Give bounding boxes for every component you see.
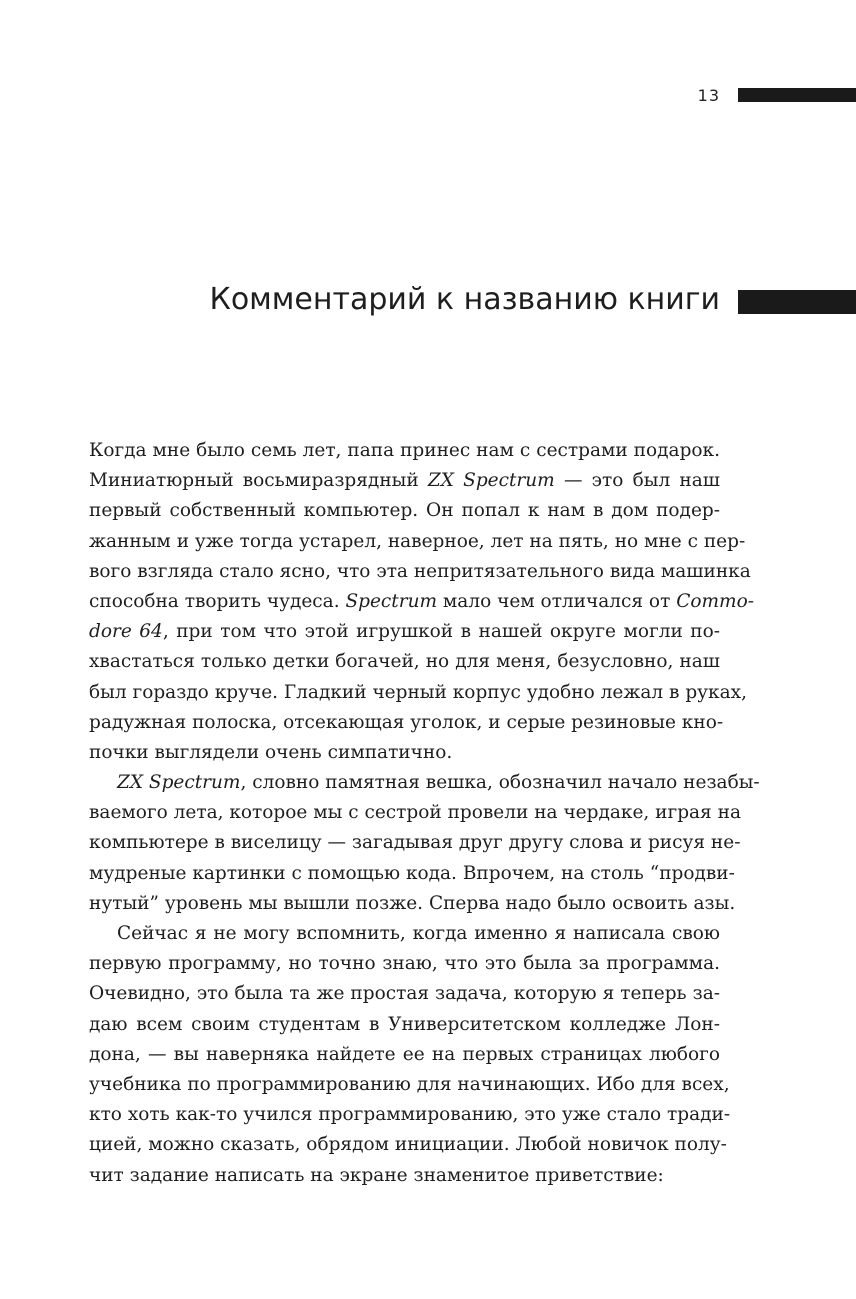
chapter-title: Комментарий к названию книги (209, 282, 720, 317)
text-line (89, 919, 720, 949)
text-segment: — это был наш (554, 470, 720, 492)
text-line (89, 949, 720, 979)
text-line (89, 979, 720, 1009)
text-segment: нутый” уровень мы вышли позже. Сперва надо было освоить азы. (89, 892, 736, 914)
text-line (89, 436, 720, 466)
text-line (89, 798, 741, 828)
text-line (89, 859, 735, 889)
text-segment: даю всем своим студентам в Университетском колледже Лон- (89, 1013, 720, 1035)
text-segment: Миниатюрный восьмиразрядный (89, 470, 428, 492)
text-segment: был гораздо круче. Гладкий черный корпус удобно лежал в руках, (89, 681, 747, 703)
text-segment: ваемого лета, которое мы с сестрой провели на чердаке, играя на (89, 802, 741, 824)
text-segment: цией, можно сказать, обрядом инициации. Любой новичок полу- (89, 1134, 727, 1156)
italic-text: ZX Spectrum (117, 772, 241, 794)
text-segment: мало чем отличался от (437, 590, 677, 612)
italic-text: dore 64 (89, 621, 163, 643)
italic-text: Spectrum (345, 590, 438, 612)
text-line (89, 557, 751, 587)
body-text (89, 436, 760, 1191)
text-segment: компьютере в виселицу — загадывая друг другу слова и рисуя не- (89, 832, 741, 854)
text-segment: хвастаться только детки богачей, но для меня, безусловно, наш (89, 651, 720, 673)
text-segment: вого взгляда стало ясно, что эта непритязательного вида машинка (89, 560, 751, 582)
text-segment: Сейчас я не могу вспомнить, когда именно я написала свою (117, 923, 720, 944)
text-segment: мудреные картинки с помощью кода. Впрочем, на столь “продви- (89, 862, 735, 884)
italic-text: Commo- (676, 590, 754, 612)
text-segment: кто хоть как-то учился программированию, это уже стало тради- (89, 1104, 731, 1126)
text-segment: Когда мне было семь лет, папа принес нам с сестрами подарок. (89, 440, 720, 461)
text-line (89, 466, 720, 496)
header-bar (738, 88, 856, 102)
text-line (89, 708, 724, 738)
text-segment: радужная полоска, отсекающая уголок, и серые резиновые кно- (89, 711, 724, 733)
text-segment: почки выглядели очень симпатично. (89, 741, 453, 763)
text-segment: жанным и уже тогда устарел, наверное, лет на пять, но мне с пер- (89, 530, 746, 552)
paragraph (89, 919, 731, 1191)
text-line (89, 828, 741, 858)
text-line (89, 587, 754, 617)
text-line (89, 1161, 720, 1191)
italic-text: ZX Spectrum (427, 470, 555, 492)
text-segment: дона, — вы наверняка найдете ее на первых страницах любого (89, 1043, 720, 1065)
text-segment: способна творить чудеса. (89, 590, 346, 612)
text-line (89, 1040, 720, 1070)
text-segment: чит задание написать на экране знаменитое приветствие: (89, 1164, 664, 1186)
text-line (89, 617, 720, 647)
text-line (89, 647, 720, 677)
text-line (89, 768, 760, 798)
text-line (89, 527, 746, 557)
paragraph (89, 768, 760, 919)
text-segment: первый собственный компьютер. Он попал к нам в дом подер- (89, 500, 720, 522)
text-segment: учебника по программированию для начинающих. Ибо для всех, (89, 1073, 730, 1095)
text-line (89, 738, 720, 768)
text-segment: Очевидно, это была та же простая задача, которую я теперь за- (89, 983, 720, 1005)
text-line (89, 678, 747, 708)
text-line (89, 889, 736, 919)
text-line (89, 1010, 720, 1040)
text-segment: , при том что этой игрушкой в нашей округе могли по- (162, 621, 720, 643)
text-line (89, 496, 720, 526)
title-bar (738, 290, 856, 314)
text-line (89, 1130, 727, 1160)
text-line (89, 1070, 730, 1100)
text-segment: первую программу, но точно знаю, что это была за программа. (89, 953, 720, 975)
paragraph (89, 436, 754, 768)
text-segment: , словно памятная вешка, обозначил начало незабы- (240, 772, 760, 794)
text-line (89, 1100, 731, 1130)
page-number: 13 (697, 86, 720, 105)
